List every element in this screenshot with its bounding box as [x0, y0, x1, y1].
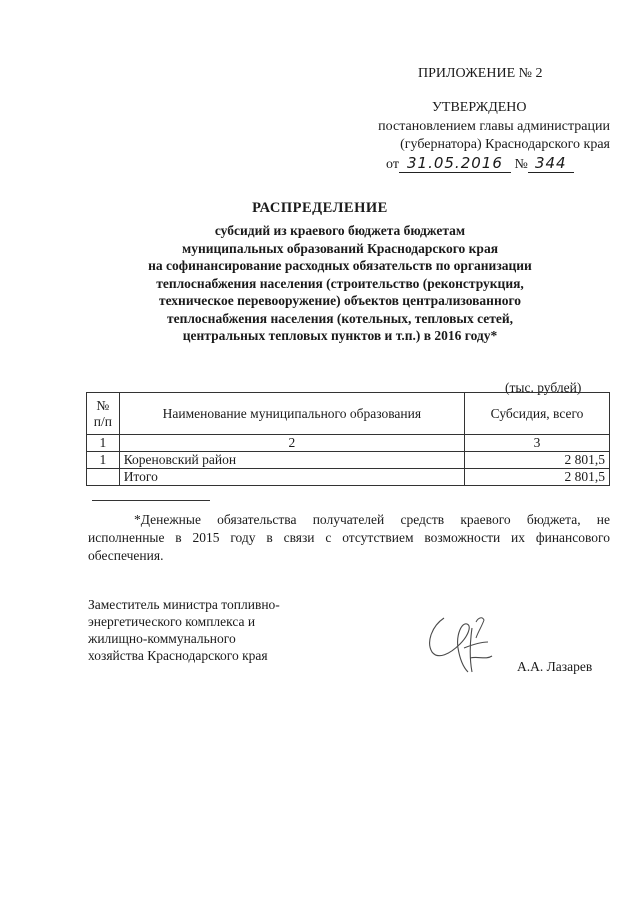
total-num [87, 469, 120, 486]
decree-number: 344 [528, 154, 574, 173]
column-number-row [87, 435, 610, 452]
signer-position-line: энергетического комплекса и [88, 614, 256, 629]
column-number: 1 [87, 435, 120, 452]
decree-date: 31.05.2016 [399, 154, 511, 173]
subheading-line: центральных тепловых пунктов и т.п.) в 2016 году* [182, 328, 498, 343]
row-num: 1 [87, 452, 120, 469]
signer-position-line: хозяйства Краснодарского края [88, 648, 268, 663]
approved-by-line: постановлением главы администрации [378, 119, 610, 134]
date-prefix: от [386, 157, 399, 172]
approved-by [378, 118, 610, 154]
approved-label: УТВЕРЖДЕНО [432, 100, 527, 115]
handwritten-signature [420, 598, 510, 688]
units-label: (тыс. рублей) [505, 380, 582, 395]
number-prefix: № [514, 157, 528, 172]
table-row [87, 452, 610, 469]
total-row [87, 469, 610, 486]
header-sum: Субсидия, всего [465, 393, 610, 435]
document-subheading [120, 222, 560, 345]
subsidy-table [86, 392, 610, 486]
subheading-line: на софинансирование расходных обязательств по организации [148, 258, 532, 273]
appendix-label: ПРИЛОЖЕНИЕ № 2 [418, 66, 543, 81]
row-sum: 2 801,5 [465, 452, 610, 469]
total-sum: 2 801,5 [465, 469, 610, 486]
column-number: 2 [119, 435, 464, 452]
approved-by-line: (губернатора) Краснодарского края [400, 137, 610, 152]
signer-position-line: Заместитель министра топливно- [88, 597, 280, 612]
subheading-line: теплоснабжения населения (строительство (реконструкция, [156, 275, 524, 291]
row-name: Кореновский район [119, 452, 464, 469]
total-label: Итого [119, 469, 464, 486]
subheading-line: муниципальных образований Краснодарского края [182, 240, 498, 256]
subheading-line: теплоснабжения населения (котельных, тепловых сетей, [166, 310, 514, 326]
header-name: Наименование муниципального образования [119, 393, 464, 435]
signer-name: А.А. Лазарев [517, 659, 593, 674]
table-header-row [87, 393, 610, 435]
footnote: *Денежные обязательства получателей средств краевого бюджета, не исполненные в 2015 году в связи с отсутствием возможности их финансового обеспечения. [88, 512, 610, 563]
subheading-line: субсидий из краевого бюджета бюджетам [214, 223, 466, 238]
signer-position-line: жилищно-коммунального [88, 631, 236, 646]
column-number: 3 [465, 435, 610, 452]
header-num: № п/п [87, 393, 120, 435]
footnote-divider [92, 500, 210, 501]
subheading-line: техническое перевооружение) объектов централизованного [158, 293, 522, 308]
decree-date-line [386, 154, 574, 173]
document-heading: РАСПРЕДЕЛЕНИЕ [252, 200, 388, 216]
signer-position [88, 596, 280, 664]
